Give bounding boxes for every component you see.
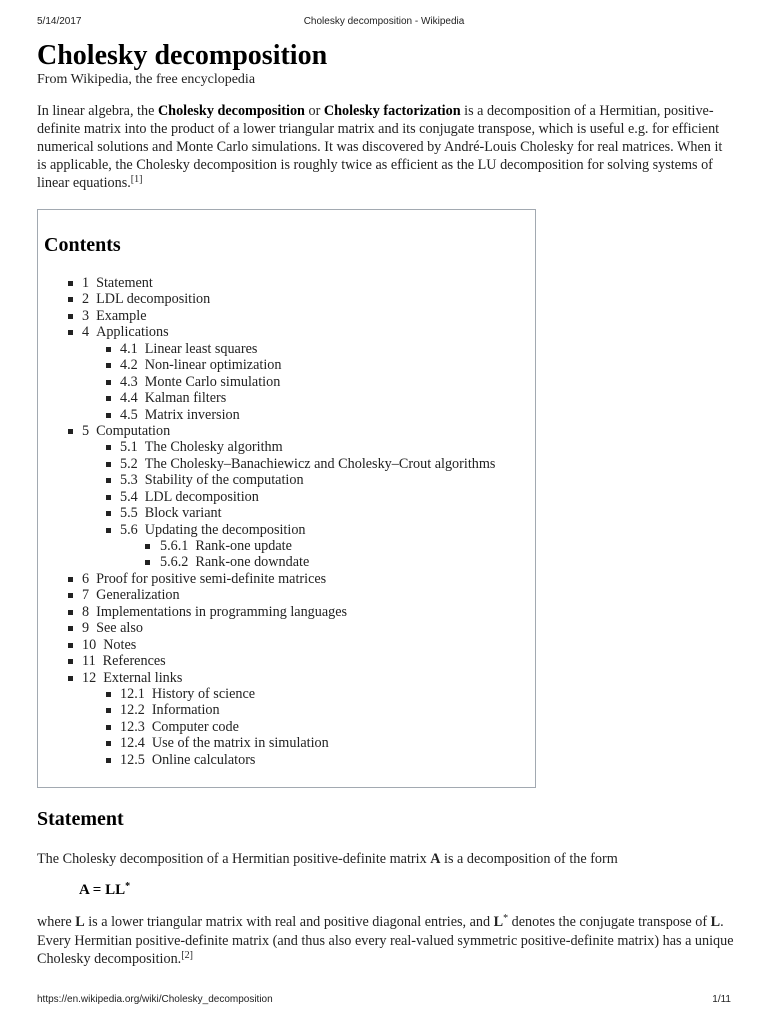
article-subtitle: From Wikipedia, the free encyclopedia [37,72,256,87]
toc-item[interactable] [38,637,535,653]
toc-item-number: 12.1 [120,685,145,702]
toc-item[interactable] [38,686,535,702]
toc-item[interactable] [38,735,535,751]
toc-item[interactable] [38,308,535,324]
toc-item[interactable] [38,374,535,390]
toc-item-label: Generalization [96,587,180,604]
toc-list [38,275,535,768]
section-heading-statement: Statement [37,808,124,830]
toc-item-label: References [102,653,166,670]
toc-item-number: 12.2 [120,702,145,719]
toc-item-number: 4.5 [120,406,138,423]
toc-item-label: Rank-one downdate [195,554,310,571]
toc-item-label: Implementations in programming languages [96,603,348,620]
toc-item-number: 5.6 [120,521,138,538]
toc-item[interactable] [38,538,535,554]
toc-item[interactable] [38,587,535,603]
matrix-l-symbol-2: L [710,914,721,930]
formula-star: * [125,881,131,892]
toc-item[interactable] [38,472,535,488]
toc-item-label: Online calculators [151,751,256,768]
toc-item-label: History of science [151,685,256,702]
toc-item-number: 5.1 [120,439,138,456]
statement-paragraph-2 [37,913,737,969]
toc-item[interactable] [38,423,535,439]
print-date: 5/14/2017 [37,16,82,27]
toc-item-number: 3 [82,307,90,324]
toc-item-number: 9 [82,620,90,637]
toc-item-label: See also [96,620,143,637]
matrix-l-star-symbol: L [493,914,504,930]
toc-item-number: 5.3 [120,472,138,489]
toc-item-number: 8 [82,603,90,620]
toc-item-label: Stability of the computation [144,472,304,489]
toc-item-number: 12.4 [120,735,145,752]
formula-equals: = [89,882,106,898]
print-page-number: 1/11 [712,994,731,1005]
toc-item[interactable] [38,291,535,307]
toc-item[interactable] [38,324,535,340]
toc-item-number: 1 [82,275,90,291]
toc-item-label: Matrix inversion [144,406,240,423]
cholesky-factorization-term: Cholesky factorization [323,103,461,119]
intro-text-1: In linear algebra, the [37,103,158,119]
toc-item-label: The Cholesky algorithm [144,439,283,456]
cholesky-formula [79,880,130,900]
intro-text-3: is a decomposition of a Hermitian, positive-definite matrix into the product of a lower triangular matrix and its conjugate transpose, which is useful e.g. for efficient numerical solutions and Monte Carlo simulations. It was discovered by André-Louis Cholesky for real matrices. When it is applicable, the Cholesky decomposition is roughly twice as efficient as the LU decomposition for solving systems of linear equations. [37,103,723,191]
statement-text-3: where [37,914,76,930]
toc-item-label: Non-linear optimization [144,357,282,374]
statement-text-2: is a decomposition of the form [440,851,618,867]
statement-text-6: . Every Hermitian positive-definite matrix (and thus also every real-valued symmetric positive-definite matrix) has a unique Cholesky decomposition. [37,914,734,967]
statement-text-4: is a lower triangular matrix with real and positive diagonal entries, and [84,914,494,930]
toc-item-label: Linear least squares [144,340,258,357]
toc-item[interactable] [38,571,535,587]
toc-item-label: The Cholesky–Banachiewicz and Cholesky–Crout algorithms [144,455,496,472]
toc-item-label: Statement [96,275,153,291]
toc-item-label: LDL decomposition [96,291,211,308]
cholesky-decomposition-term: Cholesky decomposition [157,103,305,119]
toc-item[interactable] [38,670,535,686]
toc-item-label: Applications [96,324,169,341]
toc-item-number: 10 [82,636,97,653]
toc-item-number: 12.5 [120,751,145,768]
toc-item-label: Information [151,702,220,719]
toc-item-label: Computer code [151,718,239,735]
toc-item-label: Updating the decomposition [144,521,306,538]
reference-2-link[interactable]: [2] [181,950,193,961]
matrix-a-symbol: A [430,851,441,867]
table-of-contents [37,209,536,788]
toc-item-label: Use of the matrix in simulation [151,735,329,752]
intro-text-2: or [304,103,324,119]
toc-item-label: Block variant [144,505,222,522]
toc-item[interactable] [38,407,535,423]
toc-item[interactable] [38,489,535,505]
toc-item-number: 11 [82,653,96,670]
toc-item-number: 5.4 [120,488,138,505]
toc-item-number: 7 [82,587,90,604]
toc-item-label: Notes [103,636,137,653]
toc-item[interactable] [38,554,535,570]
toc-item[interactable] [38,456,535,472]
toc-item[interactable] [38,522,535,538]
matrix-l-symbol: L [75,914,85,930]
toc-item-number: 2 [82,291,90,308]
toc-item[interactable] [38,390,535,406]
statement-paragraph-1 [37,850,737,868]
toc-item[interactable] [38,505,535,521]
statement-text-1: The Cholesky decomposition of a Hermitian positive-definite matrix [37,851,431,867]
toc-item-number: 12 [82,669,97,686]
print-header [37,16,731,30]
print-url: https://en.wikipedia.org/wiki/Cholesky_decomposition [37,994,273,1005]
toc-item-number: 12.3 [120,718,145,735]
formula-lhs: A [79,882,90,898]
toc-item[interactable] [38,719,535,735]
toc-item-number: 5.6.1 [160,538,189,554]
toc-item-label: Computation [96,422,171,439]
intro-paragraph [37,102,727,192]
toc-item[interactable] [38,439,535,455]
toc-item-number: 4.2 [120,357,138,374]
toc-item-number: 5.6.2 [160,554,189,571]
toc-item-number: 4.1 [120,340,138,357]
toc-item[interactable] [38,604,535,620]
reference-1-link[interactable]: [1] [130,174,143,185]
print-footer [37,994,731,1008]
formula-rhs: LL [105,882,126,898]
toc-item[interactable] [38,702,535,718]
toc-item-label: Kalman filters [144,390,227,407]
toc-item[interactable] [38,275,535,291]
conjugate-star: * [503,913,509,924]
toc-item-label: Rank-one update [195,538,292,554]
print-page-title: Cholesky decomposition - Wikipedia [303,16,465,27]
toc-item[interactable] [38,357,535,373]
toc-item-number: 4.4 [120,390,138,407]
toc-item[interactable] [38,653,535,669]
toc-item-number: 5.2 [120,455,138,472]
toc-item-number: 4.3 [120,373,138,390]
statement-text-5: denotes the conjugate transpose of [508,914,711,930]
toc-item[interactable] [38,341,535,357]
toc-item-label: External links [103,669,183,686]
toc-item-number: 5 [82,422,90,439]
toc-item-label: Example [96,307,147,324]
toc-item-number: 4 [82,324,90,341]
toc-item-label: Monte Carlo simulation [144,373,281,390]
toc-item-number: 5.5 [120,505,138,522]
article-title: Cholesky decomposition [37,40,328,71]
toc-item[interactable] [38,620,535,636]
toc-item-label: Proof for positive semi-definite matrices [96,570,327,587]
toc-item-number: 6 [82,570,90,587]
toc-heading: Contents [44,234,121,256]
toc-item-label: LDL decomposition [144,488,259,505]
toc-item[interactable] [38,752,535,768]
